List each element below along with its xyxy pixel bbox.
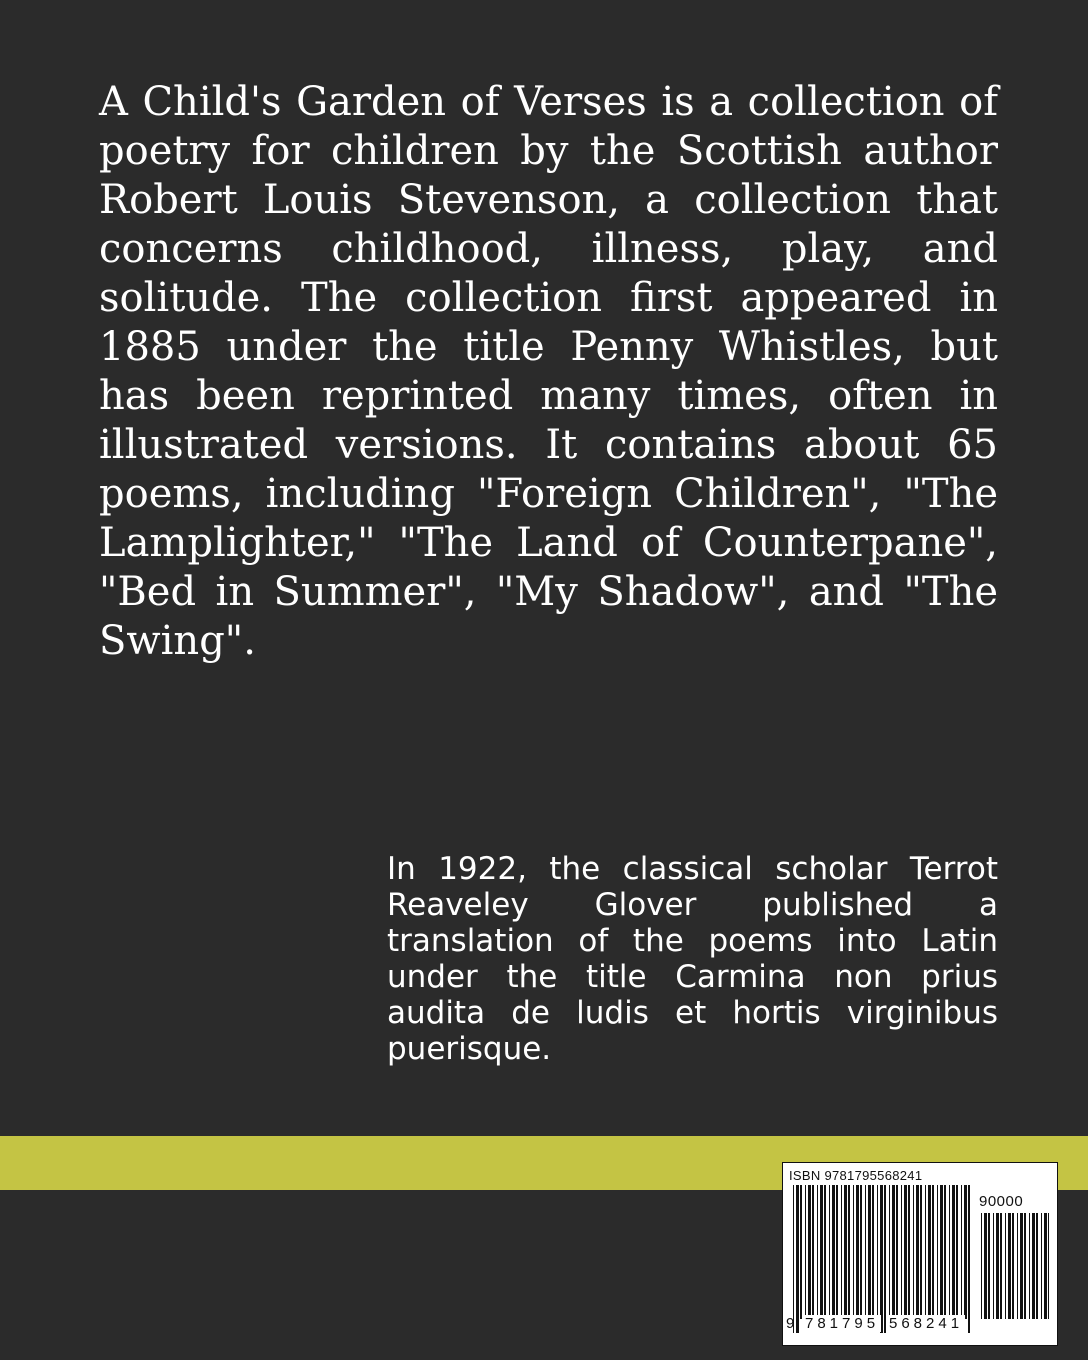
barcode-bar	[848, 1185, 850, 1319]
barcode-bar	[872, 1185, 874, 1319]
isbn-barcode	[782, 1162, 1058, 1346]
barcode-bar	[901, 1185, 902, 1319]
barcode-bar	[892, 1185, 895, 1319]
barcode-bar	[964, 1185, 967, 1319]
barcode-bar	[916, 1185, 919, 1319]
barcode-bar	[984, 1213, 987, 1319]
barcode-bar	[1017, 1213, 1018, 1319]
barcode-bar	[1032, 1213, 1035, 1319]
barcode-bar	[949, 1185, 950, 1319]
isbn-label: ISBN 9781795568241	[789, 1168, 923, 1183]
barcode-bar	[928, 1185, 931, 1319]
barcode-bar	[836, 1185, 838, 1319]
barcode-bar	[824, 1185, 826, 1319]
barcode-bar	[1041, 1213, 1042, 1319]
barcode-bar	[796, 1185, 799, 1333]
main-blurb: A Child's Garden of Verses is a collection of poetry for children by the Scottish author Robert Louis Stevenson, a collection that concerns childhood, illness, play, and solitude. The collection first appeared in 1885 under the title Penny Whistles, but has been reprinted many times, often in illustrated versions. It contains about 65 poems, including "Foreign Children", "The Lamplighter," "The Land of Counterpane", "Bed in Summer", "My Shadow", and "The Swing".	[99, 79, 998, 664]
barcode-bar	[856, 1185, 859, 1319]
barcode-bar	[1044, 1213, 1047, 1319]
barcode-bar	[932, 1185, 934, 1319]
barcode-bar	[956, 1185, 958, 1319]
barcode-bar	[1012, 1213, 1014, 1319]
barcode-bar	[793, 1185, 794, 1333]
barcode-bar	[800, 1185, 802, 1319]
barcode-bar	[920, 1185, 922, 1319]
barcode-bar	[844, 1185, 847, 1319]
barcode-bar	[884, 1185, 886, 1333]
barcode-digits-left: 781795	[805, 1315, 880, 1332]
barcode-bar	[993, 1213, 994, 1319]
price-code: 90000	[979, 1193, 1024, 1210]
barcode-bar	[889, 1185, 890, 1319]
barcode-bar	[829, 1185, 830, 1319]
barcode-bar	[937, 1185, 938, 1319]
barcode-digits-right: 568241	[889, 1315, 964, 1332]
barcode-bar	[940, 1185, 943, 1319]
barcode-digit-first: 9	[786, 1315, 795, 1332]
barcode-bar	[1005, 1213, 1006, 1319]
barcode-bar	[805, 1185, 806, 1319]
barcode-bar	[832, 1185, 835, 1319]
barcode-bar	[904, 1185, 907, 1319]
barcode-bar	[988, 1213, 990, 1319]
barcode-bar	[908, 1185, 910, 1319]
barcode-bar	[877, 1185, 878, 1319]
barcode-bar	[817, 1185, 818, 1319]
main-barcode-bars	[793, 1185, 973, 1333]
barcode-bar	[812, 1185, 814, 1319]
barcode-bar	[944, 1185, 946, 1319]
barcode-bar	[913, 1185, 914, 1319]
addon-barcode-bars	[981, 1213, 1049, 1333]
barcode-bar	[996, 1213, 999, 1319]
barcode-bar	[896, 1185, 898, 1319]
barcode-bar	[1048, 1213, 1049, 1319]
barcode-bar	[820, 1185, 823, 1319]
barcode-bar	[961, 1185, 962, 1319]
barcode-bar	[1024, 1213, 1026, 1319]
barcode-bar	[1000, 1213, 1002, 1319]
barcode-bar	[1008, 1213, 1011, 1319]
barcode-bar	[860, 1185, 862, 1319]
barcode-bar	[968, 1185, 970, 1333]
barcode-bar	[981, 1213, 982, 1319]
barcode-bar	[868, 1185, 871, 1319]
barcode-bar	[853, 1185, 854, 1319]
barcode-bar	[841, 1185, 842, 1319]
barcode-bar	[808, 1185, 811, 1319]
barcode-bar	[1029, 1213, 1030, 1319]
barcode-bar	[952, 1185, 955, 1319]
barcode-bar	[865, 1185, 866, 1319]
barcode-bar	[1020, 1213, 1023, 1319]
barcode-bar	[880, 1185, 883, 1333]
barcode-bar	[925, 1185, 926, 1319]
secondary-blurb: In 1922, the classical scholar Terrot Reaveley Glover published a translation of the poems into Latin under the title Carmina non prius audita de ludis et hortis virginibus puerisque.	[387, 851, 998, 1067]
barcode-bar	[1036, 1213, 1038, 1319]
